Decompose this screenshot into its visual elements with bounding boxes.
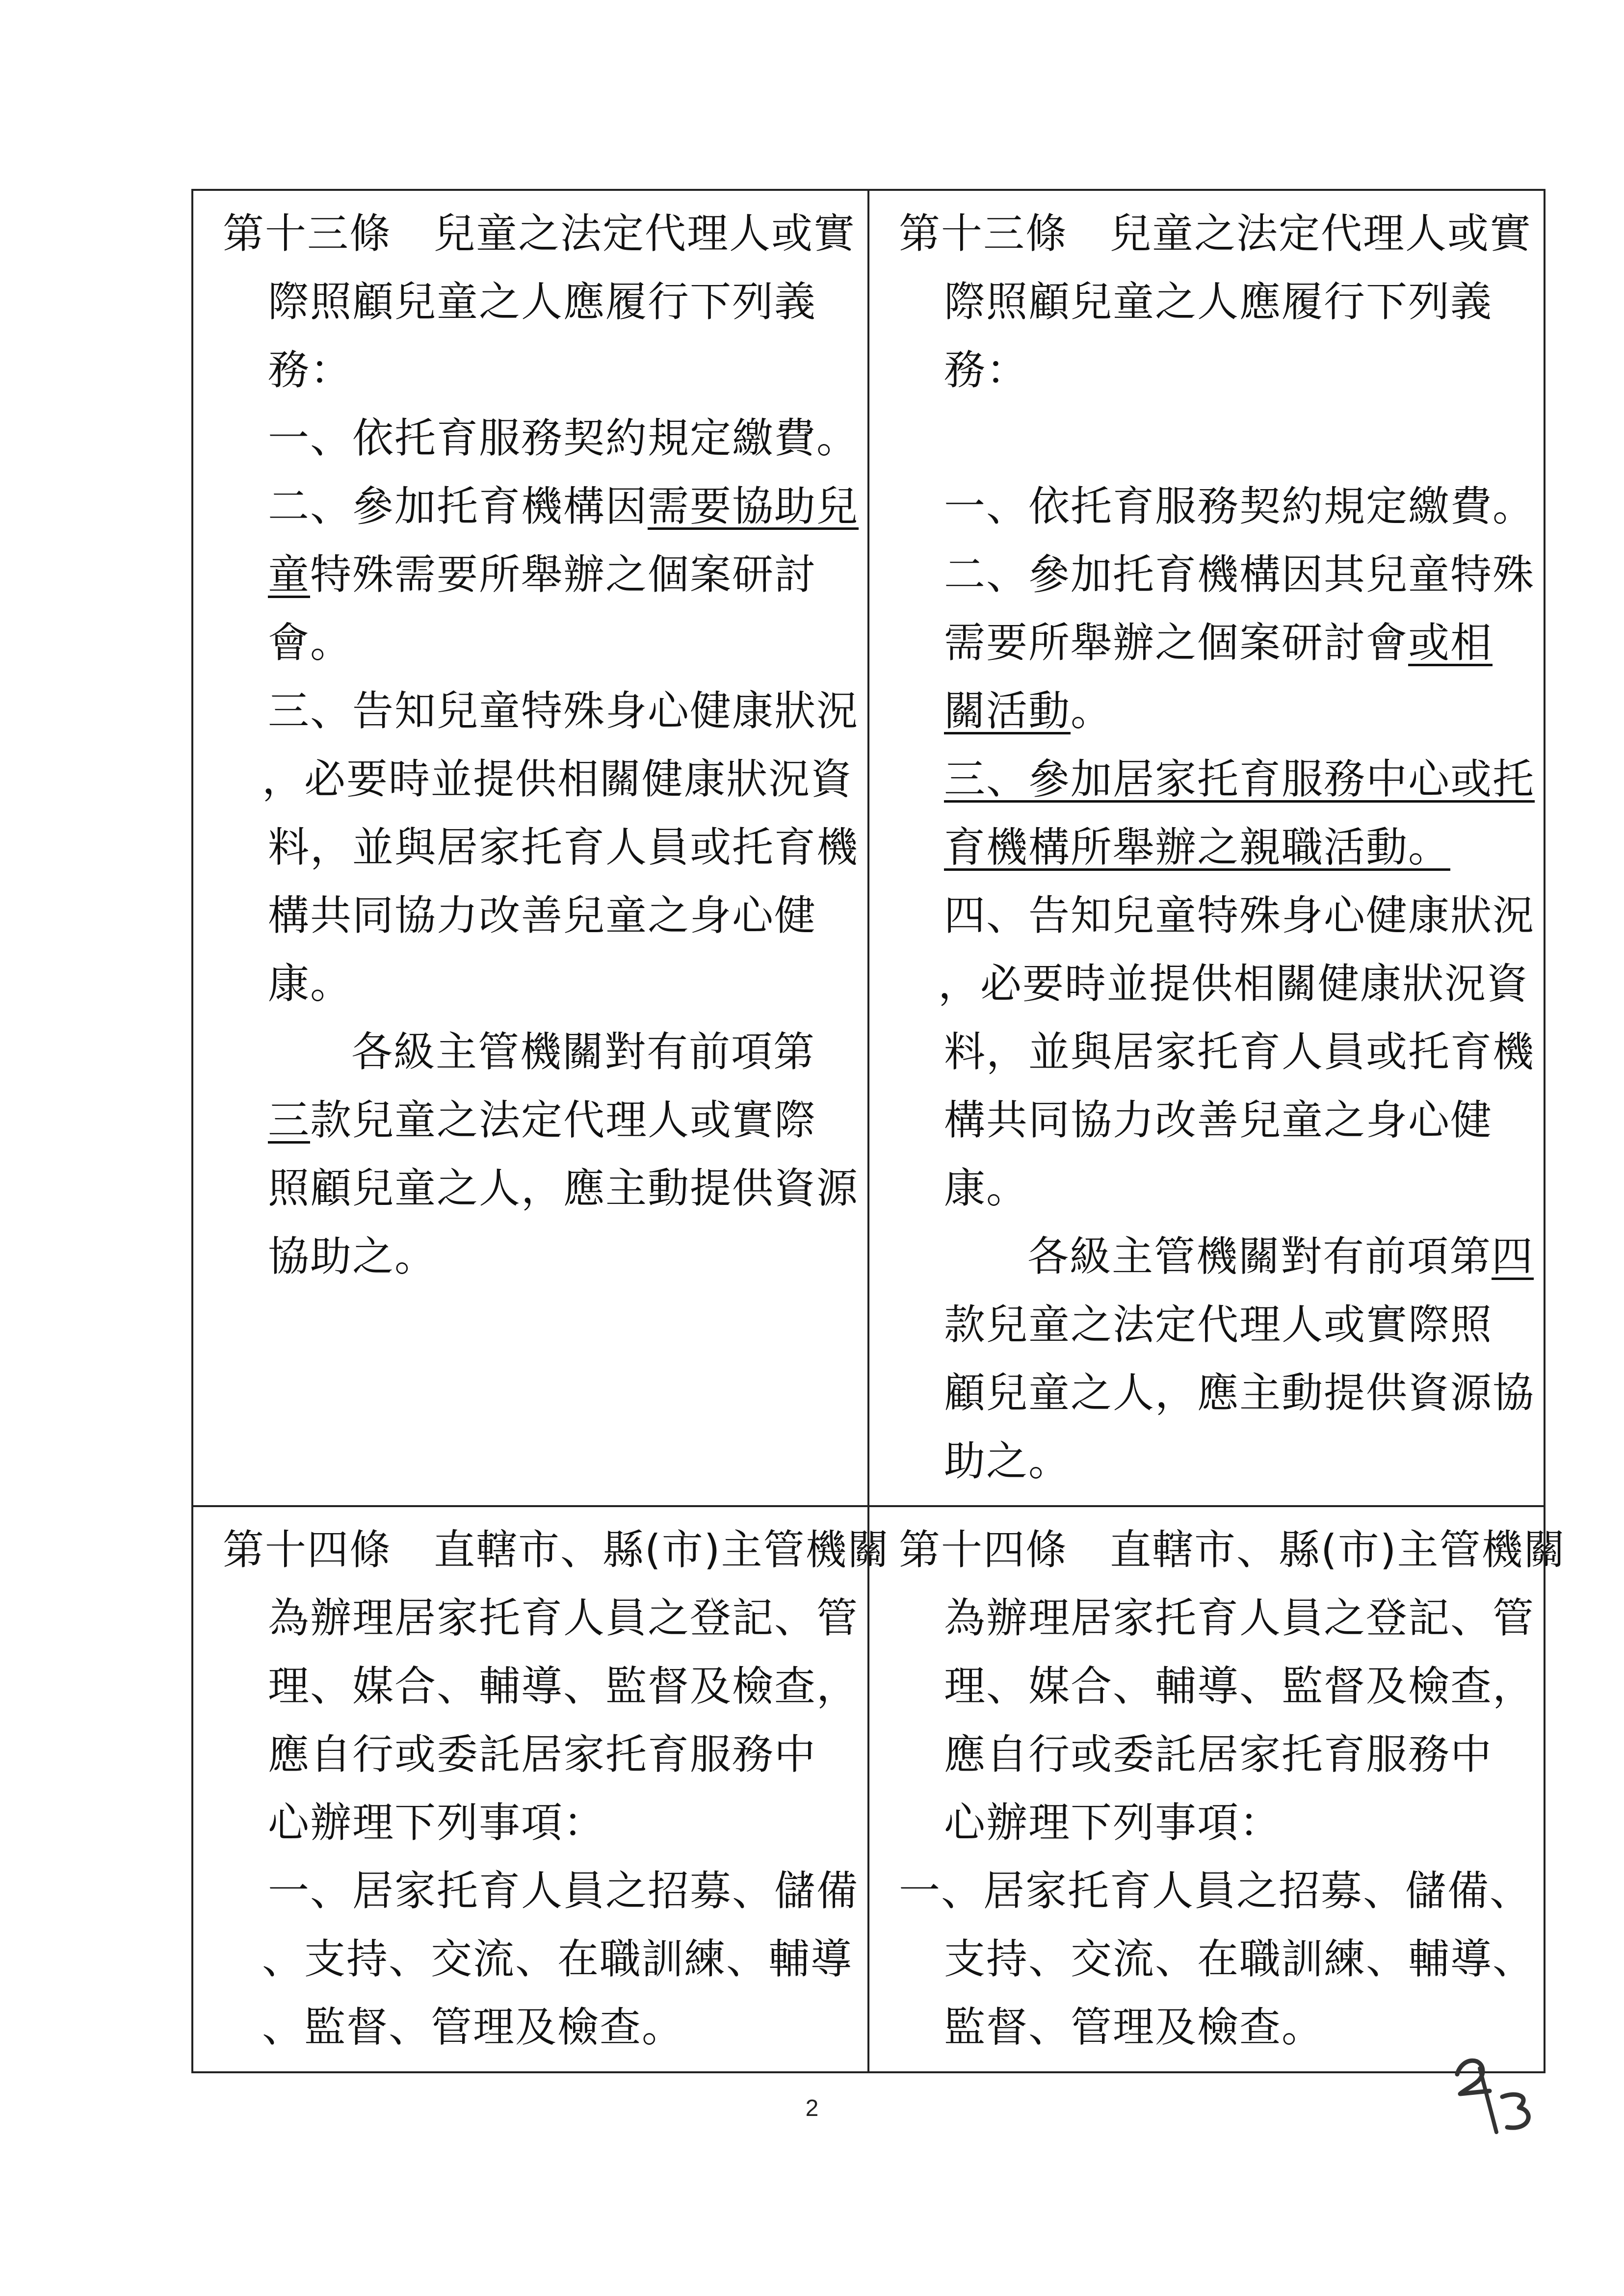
text-line: 心辦理下列事項： [268, 1799, 606, 1847]
text-line: 、監督、管理及檢查。 [262, 2003, 684, 2051]
text-line: 理、媒合、輔導、監督及檢查， [268, 1662, 859, 1710]
text-line: 為辦理居家托育人員之登記、管 [944, 1594, 1535, 1642]
item-1-line: 一、居家托育人員之招募、儲備 [268, 1867, 859, 1915]
text-line: 協助之。 [268, 1232, 437, 1280]
text-line [223, 541, 848, 609]
blank-line [899, 404, 1524, 472]
text-line: 應自行或委託居家托育服務中 [944, 1730, 1493, 1778]
article-14-current-cell [868, 1506, 1566, 2072]
text-line [223, 1086, 848, 1154]
handwritten-page-mark [1447, 2046, 1545, 2139]
article-13-current-cell [868, 190, 1545, 1506]
article-13-heading: 第十三條 兒童之法定代理人或實 [899, 209, 1532, 258]
paragraph-2-line [899, 1223, 1534, 1291]
text-line: 務： [268, 346, 353, 394]
text-line: 料，並與居家托育人員或托育機 [268, 823, 859, 871]
item-4-line: 四、告知兒童特殊身心健康狀況 [944, 891, 1535, 939]
comparison-table [191, 189, 1566, 2073]
text-line: 構共同協力改善兒童之身心健 [944, 1096, 1493, 1144]
text-line: ，必要時並提供相關健康狀況資 [938, 960, 1529, 1008]
text-line: 構共同協力改善兒童之身心健 [268, 891, 817, 939]
text-segment: 款兒童之法定代理人或實際 [310, 1096, 817, 1144]
text-line: 康。 [944, 1164, 1029, 1212]
text-line: 、支持、交流、在職訓練、輔導 [262, 1935, 853, 1983]
item-2-line: 二、參加托育機構因其兒童特殊 [944, 550, 1535, 599]
amended-text: 關活動 [944, 687, 1071, 735]
item-2-line [223, 472, 859, 541]
text-line: 心辦理下列事項： [944, 1799, 1282, 1847]
amended-text: 三 [268, 1096, 311, 1144]
text-line: 照顧兒童之人，應主動提供資源 [268, 1164, 859, 1212]
text-line [899, 677, 1524, 745]
article-13-revised-cell [192, 190, 868, 1506]
text-line: ，必要時並提供相關健康狀況資 [262, 755, 853, 803]
article-13-row [192, 190, 1545, 1506]
article-13-heading: 第十三條 兒童之法定代理人或實 [223, 209, 856, 258]
text-line: 料，並與居家托育人員或托育機 [944, 1028, 1535, 1076]
item-3-line: 三、告知兒童特殊身心健康狀況 [268, 687, 859, 735]
text-line: 助之。 [944, 1437, 1071, 1485]
text-segment: 各級主管機關對有前項第 [1027, 1232, 1492, 1280]
text-segment: 二、參加托育機構因 [268, 482, 648, 530]
article-14-heading: 第十四條 直轄市、縣(市)主管機關 [223, 1526, 890, 1574]
item-1-line: 一、依托育服務契約規定繳費。 [268, 414, 859, 462]
item-3-line [899, 745, 1535, 813]
text-line: 監督、管理及檢查。 [944, 2003, 1324, 2051]
amended-text: 或相 [1408, 619, 1493, 667]
text-line: 支持、交流、在職訓練、輔導、 [944, 1935, 1535, 1983]
item-1-line: 一、居家托育人員之招募、儲備、 [899, 1867, 1532, 1915]
text-line: 會。 [268, 619, 353, 667]
amended-text: 四 [1492, 1232, 1534, 1280]
text-segment: 特殊需要所舉辦之個案研討 [310, 550, 817, 599]
page-number: 2 [805, 2095, 819, 2121]
text-line: 理、媒合、輔導、監督及檢查， [944, 1662, 1535, 1710]
text-line: 際照顧兒童之人應履行下列義 [268, 278, 817, 326]
text-segment: 。 [1071, 687, 1113, 735]
text-line: 顧兒童之人，應主動提供資源協 [944, 1369, 1535, 1417]
text-segment: 需要所舉辦之個案研討會 [944, 619, 1409, 667]
article-14-row [192, 1506, 1545, 2072]
item-1-line: 一、依托育服務契約規定繳費。 [944, 482, 1535, 530]
article-14-revised-cell [192, 1506, 890, 2072]
text-line: 務： [944, 346, 1029, 394]
text-line: 際照顧兒童之人應履行下列義 [944, 278, 1493, 326]
text-line: 為辦理居家托育人員之登記、管 [268, 1594, 859, 1642]
amended-text: 童 [268, 550, 311, 599]
article-14-heading: 第十四條 直轄市、縣(市)主管機關 [899, 1526, 1566, 1574]
text-line [899, 609, 1524, 677]
amended-text: 三、參加居家托育服務中心或托 [944, 755, 1535, 803]
paragraph-2-line: 各級主管機關對有前項第 [351, 1028, 816, 1076]
amended-text: 育機構所舉辦之親職活動。 [944, 823, 1451, 871]
text-line: 應自行或委託居家托育服務中 [268, 1730, 817, 1778]
text-line: 款兒童之法定代理人或實際照 [944, 1301, 1493, 1349]
amended-text: 需要協助兒 [648, 482, 859, 530]
text-line: 康。 [268, 960, 353, 1008]
text-line [899, 813, 1524, 882]
